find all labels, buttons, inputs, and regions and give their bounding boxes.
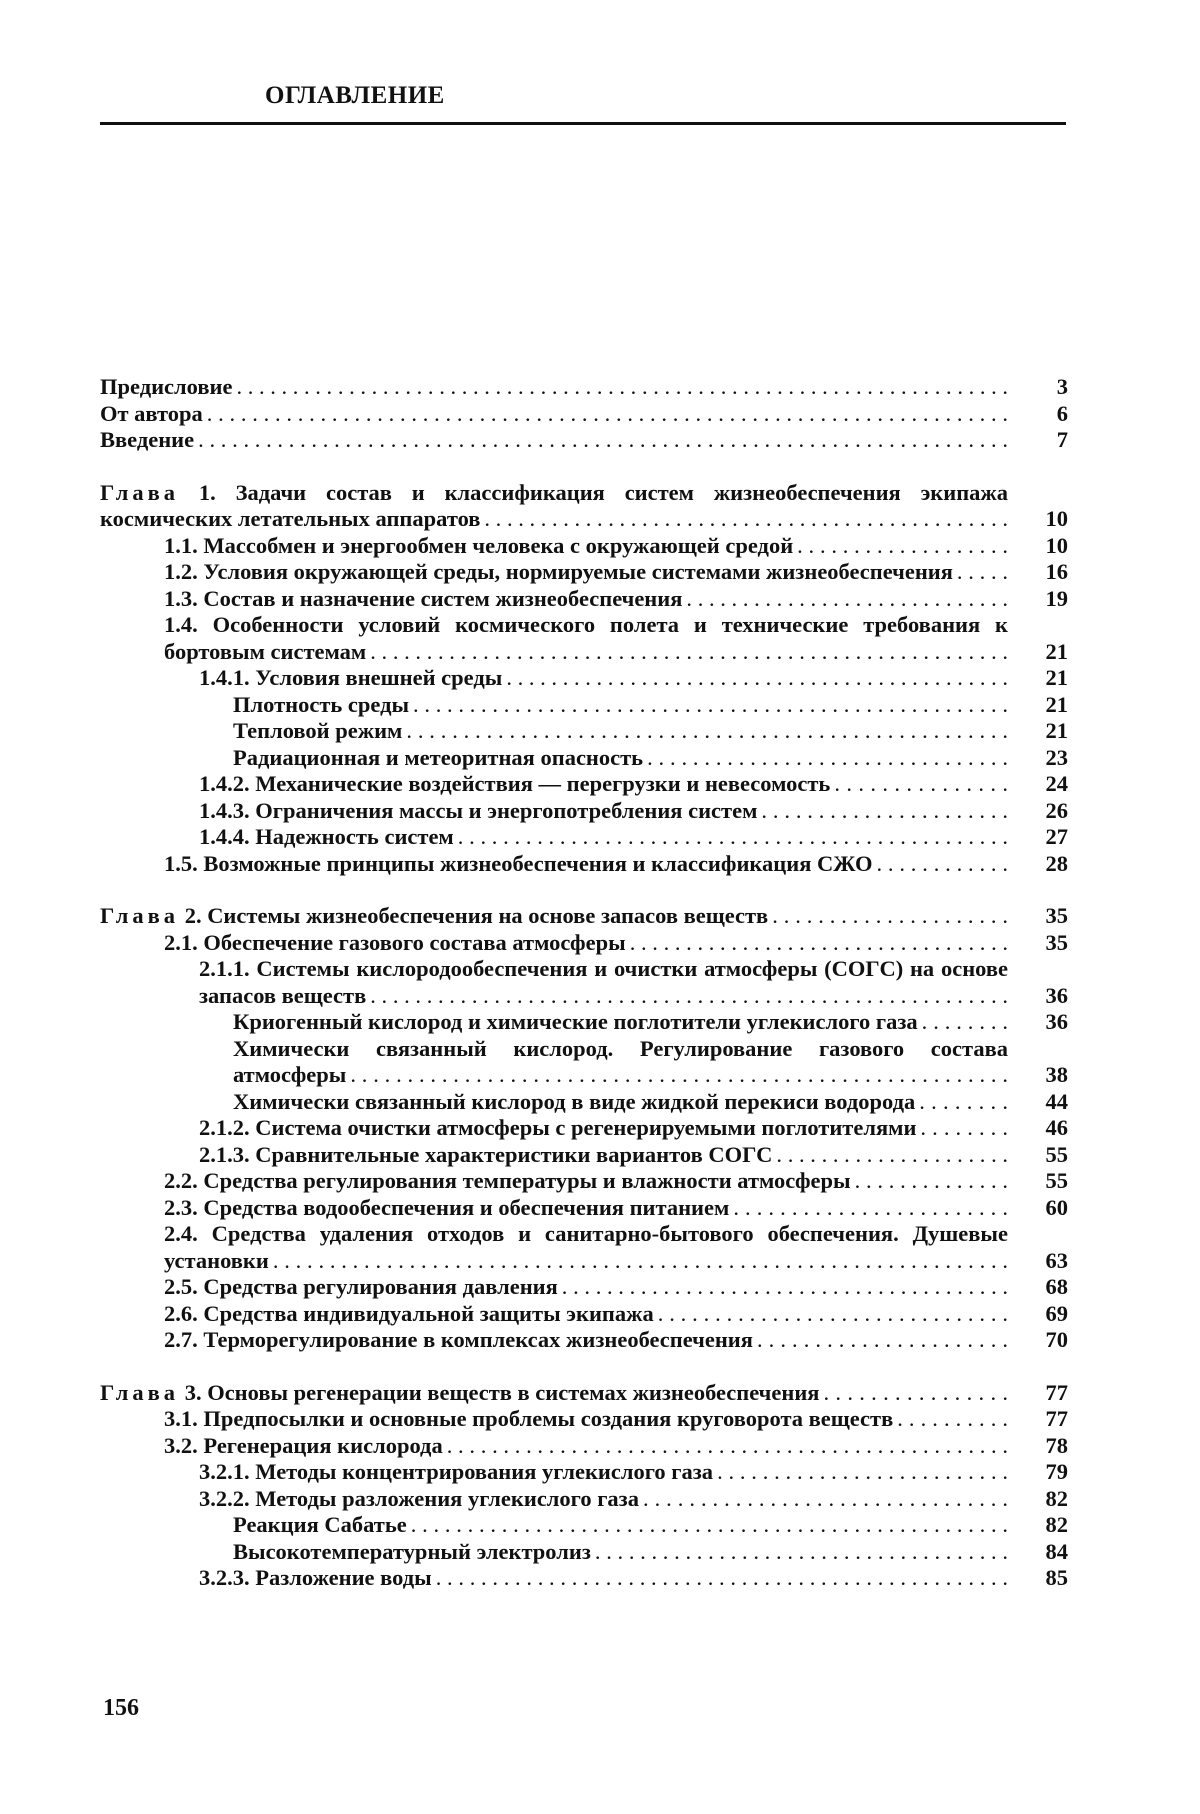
toc-entry [100,1221,1100,1274]
toc-title-text: 2.5. Средства регулирования давления [164,1274,558,1299]
toc-title-text: 2.7. Терморегулирование в комплексах жизнеобеспечения [164,1327,753,1352]
toc-entry-title [100,903,1008,930]
toc-page-number: 10 [1045,506,1068,531]
toc-page-number: 7 [1056,427,1068,452]
toc-page-number: 77 [1045,1379,1068,1405]
toc-page-number: 60 [1045,1194,1068,1220]
toc-page-number: 55 [1045,1141,1068,1167]
toc-entry [100,1301,1100,1328]
toc-page-number: 21 [1045,638,1068,664]
toc-page-number: 36 [1045,1009,1068,1034]
toc-title-text: 1.2. Условия окружающей среды, нормируемые системами жизнеобеспечения [164,559,953,584]
toc-entry-title [100,374,1008,401]
toc-entry-title [100,665,1008,692]
toc-page-number: 46 [1045,1115,1068,1140]
toc-page-number: 38 [1045,1062,1068,1087]
toc-title-text: 2.6. Средства индивидуальной защиты экипажа [164,1300,654,1326]
toc-entry-title [100,824,1008,851]
toc-page-number: 36 [1045,982,1068,1008]
toc-entry-title [100,771,1008,798]
toc-entry [100,586,1100,613]
toc-title-text: 1. Задачи состав и классификация систем жизнеобеспечения экипажа космических летательных аппаратов [100,479,1008,531]
toc-entry [100,956,1100,1009]
toc-entry [100,1009,1100,1036]
toc-entry-title [100,930,1008,957]
toc-entry-title [100,612,1008,665]
toc-title-text: Введение [100,427,195,452]
toc-title-text: 2.2. Средства регулирования температуры и влажности атмосферы [164,1168,851,1193]
toc-title-text: 1.1. Массобмен и энергообмен человека с окружающей средой [164,532,794,558]
toc-page-number: 77 [1045,1406,1068,1431]
toc-page-number: 69 [1045,1300,1068,1326]
toc-entry [100,1036,1100,1089]
toc-entry [100,903,1100,930]
toc-title-text: Реакция Сабатье [233,1512,407,1537]
toc-title-text: 2.4. Средства удаления отходов и санитарно-бытового обеспечения. Душевые установки [164,1221,1008,1273]
toc-entry-title [100,401,1008,428]
toc-page-number: 16 [1045,559,1068,584]
toc-title-text: 3.1. Предпосылки и основные проблемы создания круговорота веществ [164,1406,894,1431]
toc-page-number: 21 [1045,665,1068,690]
toc-title-text: 2.1.3. Сравнительные характеристики вариантов СОГС [199,1141,773,1167]
toc-entry-title [100,1301,1008,1328]
toc-entry-title [100,1221,1008,1274]
toc-entry [100,401,1100,428]
toc-title-text: Радиационная и метеоритная опасность [233,744,644,770]
toc-entry [100,1195,1100,1222]
toc-entry-title [100,559,1008,586]
toc-page-number: 70 [1045,1327,1068,1352]
toc-entry [100,824,1100,851]
toc-entry [100,745,1100,772]
toc-entry [100,427,1100,454]
toc-entry [100,1486,1100,1513]
toc-title-text: Криогенный кислород и химические поглотители углекислого газа [233,1009,918,1034]
toc-entry-title [100,533,1008,560]
toc-title-text: 1.5. Возможные принципы жизнеобеспечения и классификация СЖО [164,850,873,876]
toc-title-text: Тепловой режим [233,718,403,743]
toc-entry-title [100,956,1008,1009]
toc-entry-title [100,1115,1008,1142]
heading-rule [100,122,1066,125]
toc-entry [100,1406,1100,1433]
toc-entry [100,1115,1100,1142]
toc-title-text: 3.2.1. Методы концентрирования углекислого газа [199,1459,714,1484]
toc-title-text: 2.3. Средства водообеспечения и обеспечения питанием [164,1194,730,1220]
toc-entry-title [100,1433,1008,1460]
chapter-label: Глава [100,1379,180,1405]
toc-entry [100,718,1100,745]
toc-page-number: 3 [1056,374,1068,399]
toc-page-number: 84 [1045,1538,1068,1564]
toc-title-text: 1.3. Состав и назначение систем жизнеобеспечения [164,585,683,611]
toc-entry [100,1168,1100,1195]
toc-page-number: 85 [1045,1565,1068,1590]
toc-page-number: 6 [1056,400,1068,426]
toc-title-text: 2.1.2. Система очистки атмосферы с регенерируемыми поглотителями [199,1115,917,1140]
toc-entry [100,798,1100,825]
toc-page-number: 35 [1045,929,1068,955]
toc-entry [100,692,1100,719]
chapter-label: Глава [100,479,180,505]
toc-entry-title [100,1036,1008,1089]
toc-entry [100,480,1100,533]
toc-entry [100,851,1100,878]
toc-title-text: 2.1.1. Системы кислородообеспечения и очистки атмосферы (СОГС) на основе запасов веществ [199,956,1008,1008]
toc-entry [100,930,1100,957]
toc-entry [100,1512,1100,1539]
toc-page-number: 23 [1045,744,1068,770]
toc-entry [100,1380,1100,1407]
toc-page-number: 10 [1045,532,1068,558]
toc-title-text: 3. Основы регенерации веществ в системах жизнеобеспечения [184,1379,820,1405]
toc-entry-title [100,1195,1008,1222]
toc-entry-title [100,1009,1008,1036]
toc-entry [100,1089,1100,1116]
toc-entry-title [100,798,1008,825]
toc-page-number: 35 [1045,903,1068,928]
toc-entry [100,533,1100,560]
toc-entry-title [100,692,1008,719]
toc-entry [100,1565,1100,1592]
toc-title-text: 1.4.3. Ограничения массы и энергопотребления систем [199,797,758,823]
toc-entry-title [100,851,1008,878]
toc-title-text: 1.4.1. Условия внешней среды [199,665,503,690]
toc-title-text: Предисловие [100,374,233,399]
toc-page-number: 79 [1045,1459,1068,1484]
toc-entry-title [100,1486,1008,1513]
toc-page-number: 44 [1045,1088,1068,1114]
toc-page-number: 19 [1045,585,1068,611]
page-heading: ОГЛАВЛЕНИЕ [265,82,445,109]
toc-title-text: Химически связанный кислород. Регулирование газового состава атмосферы [233,1035,1008,1087]
toc-entry-title [100,1406,1008,1433]
toc-entry [100,374,1100,401]
toc-title-text: 3.2.2. Методы разложения углекислого газа [199,1485,639,1511]
page-number: 156 [103,1695,139,1721]
toc-entry [100,771,1100,798]
toc-entry-title [100,1459,1008,1486]
toc-title-text: От автора [100,400,203,426]
toc-page-number: 78 [1045,1432,1068,1458]
toc-page-number: 24 [1045,771,1068,796]
toc-entry-title [100,586,1008,613]
toc-entry [100,1459,1100,1486]
toc-title-text: 3.2. Регенерация кислорода [164,1432,443,1458]
toc-entry [100,1274,1100,1301]
toc-entry-title [100,1142,1008,1169]
toc-title-text: 1.4. Особенности условий космического полета и технические требования к бортовым системам [164,612,1008,664]
toc-entry [100,665,1100,692]
toc-entry-title [100,1327,1008,1354]
toc-page-number: 63 [1045,1247,1068,1273]
toc-entry [100,612,1100,665]
toc-entry [100,1539,1100,1566]
toc-page-number: 55 [1045,1168,1068,1193]
toc-entry-title [100,1539,1008,1566]
toc-title-text: Плотность среды [233,691,410,717]
toc-page-number: 26 [1045,797,1068,823]
toc-page-number: 82 [1045,1512,1068,1537]
toc-page-number: 28 [1045,850,1068,876]
toc-title-text: Высокотемпературный электролиз [233,1538,591,1564]
toc-entry [100,1433,1100,1460]
toc-entry-title [100,1089,1008,1116]
chapter-label: Глава [100,903,180,928]
toc-entry [100,1327,1100,1354]
table-of-contents [100,374,1100,1592]
toc-entry-title [100,718,1008,745]
toc-title-text: 1.4.4. Надежность систем [199,824,454,849]
toc-entry-title [100,1274,1008,1301]
toc-entry-title [100,1512,1008,1539]
toc-entry-title [100,745,1008,772]
toc-page-number: 68 [1045,1274,1068,1299]
toc-title-text: 2. Системы жизнеобеспечения на основе запасов веществ [184,903,769,928]
toc-page-number: 27 [1045,824,1068,849]
toc-entry-title [100,480,1008,533]
toc-entry-title [100,427,1008,454]
toc-entry-title [100,1565,1008,1592]
toc-page-number: 82 [1045,1485,1068,1511]
toc-entry-title [100,1380,1008,1407]
toc-title-text: 3.2.3. Разложение воды [199,1565,432,1590]
toc-entry [100,559,1100,586]
toc-entry-title [100,1168,1008,1195]
toc-page-number: 21 [1045,718,1068,743]
toc-entry [100,1142,1100,1169]
toc-title-text: 1.4.2. Механические воздействия — перегрузки и невесомость [199,771,831,796]
toc-page-number: 21 [1045,691,1068,717]
toc-title-text: 2.1. Обеспечение газового состава атмосферы [164,929,626,955]
toc-title-text: Химически связанный кислород в виде жидкой перекиси водорода [233,1088,916,1114]
